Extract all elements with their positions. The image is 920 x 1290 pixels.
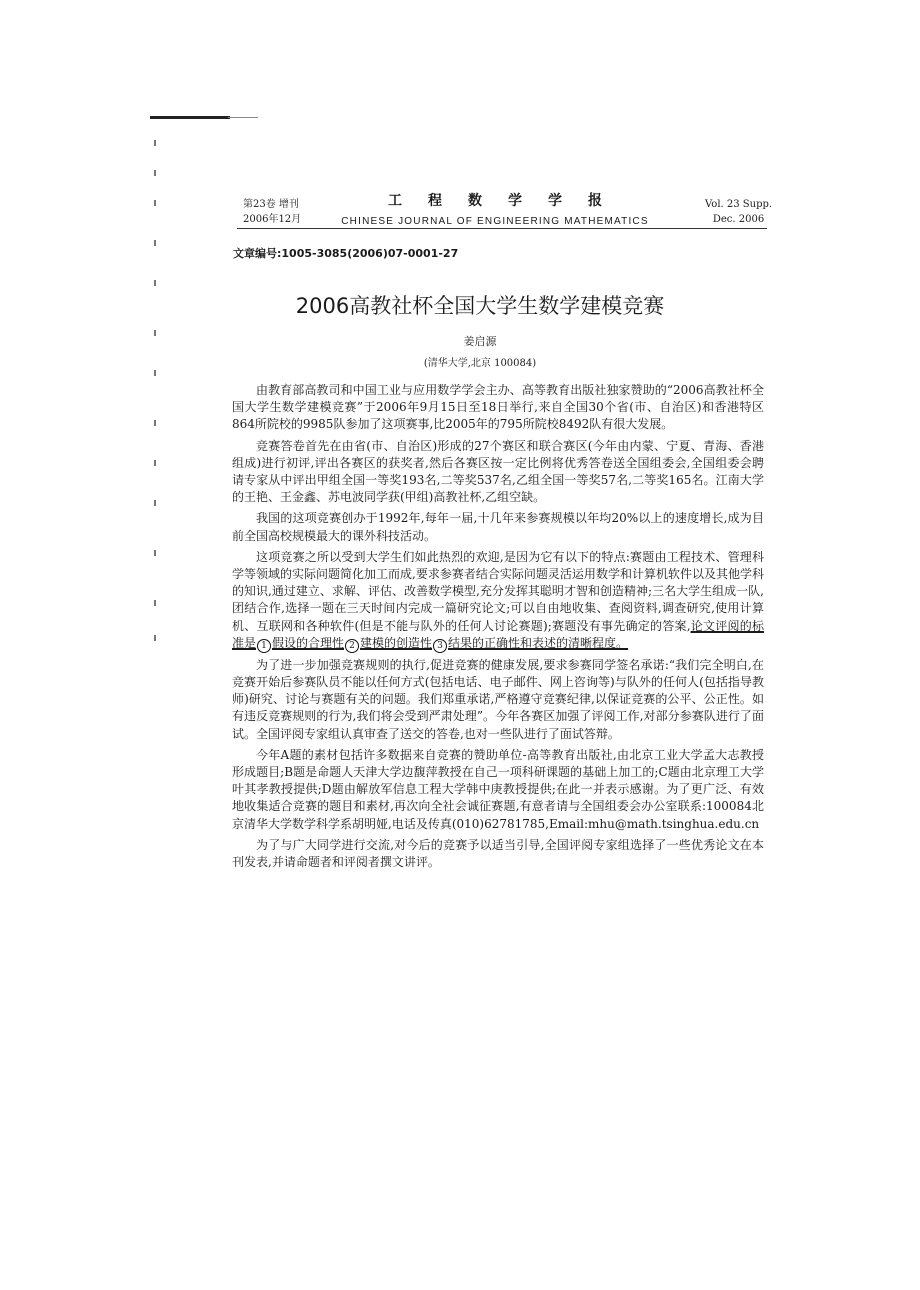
criteria-text: 假设的合理性 (272, 635, 345, 650)
article-number: 文章编号:1005-3085(2006)07-0001-27 (233, 247, 459, 260)
journal-title-en: CHINESE JOURNAL OF ENGINEERING MATHEMATICS (341, 216, 649, 227)
paragraph-features (232, 549, 764, 653)
scan-edge-marks (150, 130, 164, 650)
paragraph: 我国的这项竞赛创办于1992年,每年一届,十几年来参赛规模以年均20%以上的速度增长,成为目前全国高校规模最大的课外科技活动。 (232, 511, 764, 543)
paragraph: 由教育部高教司和中国工业与应用数学学会主办、高等教育出版社独家赞助的“2006高教社杯全国大学生数学建模竞赛”于2006年9月15日至18日举行,来自全国30个省(市、自治区)和香港特区864所院校的9985队参加了这项赛事,比2005年的795所院校8492队有很大发展。 (232, 383, 764, 432)
article-body (232, 382, 764, 871)
criteria-text: 论文评阅的标准是 (232, 618, 764, 650)
article-title: 2006高教社杯全国大学生数学建模竞赛 (295, 294, 665, 318)
header-left (243, 197, 301, 227)
volume-cn: 第23卷 增刊 (243, 199, 299, 210)
author: 姜启源 (463, 335, 497, 348)
paragraph: 为了与广大同学进行交流,对今后的竞赛予以适当引导,全国评阅专家组选择了一些优秀论文在本刊发表,并请命题者和评阅者撰文讲评。 (232, 837, 764, 870)
journal-title-cn: 工程数学学报 (388, 193, 628, 209)
scan-mark-line (150, 116, 230, 119)
affiliation: (清华大学,北京 100084) (423, 358, 537, 369)
header-rule (237, 228, 767, 229)
scan-mark-line-thin (228, 117, 258, 118)
date-cn: 2006年12月 (243, 214, 302, 225)
paragraph-text: 这项竞赛之所以受到大学生们如此热烈的欢迎,是因为它有以下的特点:赛题由工程技术、管理科学等领域的实际问题简化加工而成,要求参赛者结合实际问题灵活运用数学和计算机软件以及其他学科的知识,通过建立、求解、评估、改善数学模型,充分发挥其聪明才智和创造精神;三名大学生组成一队,团结合作,选择一题在三天时间内完成一篇研究论文;可以自由地收集、查阅资料,调查研究,使用计算机、互联网和各种软件(但是不能与队外的任何人讨论赛题);赛题没有事先确定的答案, (232, 549, 764, 633)
criteria-text: 建模的创造性 (360, 635, 433, 650)
date-en: Dec. 2006 (712, 214, 765, 225)
handwritten-mark: 2 (345, 639, 359, 653)
handwritten-mark: 3 (433, 639, 447, 653)
handwritten-mark: 1 (257, 639, 271, 653)
volume-en: Vol. 23 Supp. (705, 199, 773, 210)
criteria-text: 结果的正确性和表述的清晰程度。 (448, 635, 629, 650)
paragraph: 竞赛答卷首先在由省(市、自治区)形成的27个赛区和联合赛区(今年由内蒙、宁夏、青海、香港组成)进行初评,评出各赛区的获奖者,然后各赛区按一定比例将优秀答卷送全国组委会,全国组委会聘请专家从中评出甲组全国一等奖193名,二等奖537名,乙组全国一等奖57名,二等奖165名。江南大学的王艳、王金鑫、苏电波同学获(甲组)高教社杯,乙组空缺。 (232, 438, 764, 505)
paragraph: 为了进一步加强竞赛规则的执行,促进竞赛的健康发展,要求参赛同学签名承诺:“我们完全明白,在竞赛开始后参赛队员不能以任何方式(包括电话、电子邮件、网上咨询等)与队外的任何人(包括指导教师)研究、讨论与赛题有关的问题。我们郑重承诺,严格遵守竞赛纪律,以保证竞赛的公平、公正性。如有违反竞赛规则的行为,我们将会受到严肃处理”。今年各赛区加强了评阅工作,对部分参赛队进行了面试。全国评阅专家组认真审查了送交的答卷,也对一些队进行了面试答辩。 (232, 657, 764, 741)
paragraph: 今年A题的素材包括许多数据来自竞赛的赞助单位-高等教育出版社,由北京工业大学孟大志教授形成题目;B题是命题人天津大学边馥萍教授在自己一项科研课题的基础上加工的;C题由北京理工大学叶其孝教授提供;D题由解放军信息工程大学韩中庚教授提供;在此一并表示感谢。为了更广泛、有效地收集适合竞赛的题目和素材,再次向全社会诚征赛题,有意者请与全国组委会办公室联系:100084北京清华大学数学科学系胡明娅,电话及传真(010)62781785,Email:mhu@math.tsinghua.edu.cn (232, 747, 764, 831)
header-right (705, 197, 772, 227)
header-center (320, 190, 670, 227)
